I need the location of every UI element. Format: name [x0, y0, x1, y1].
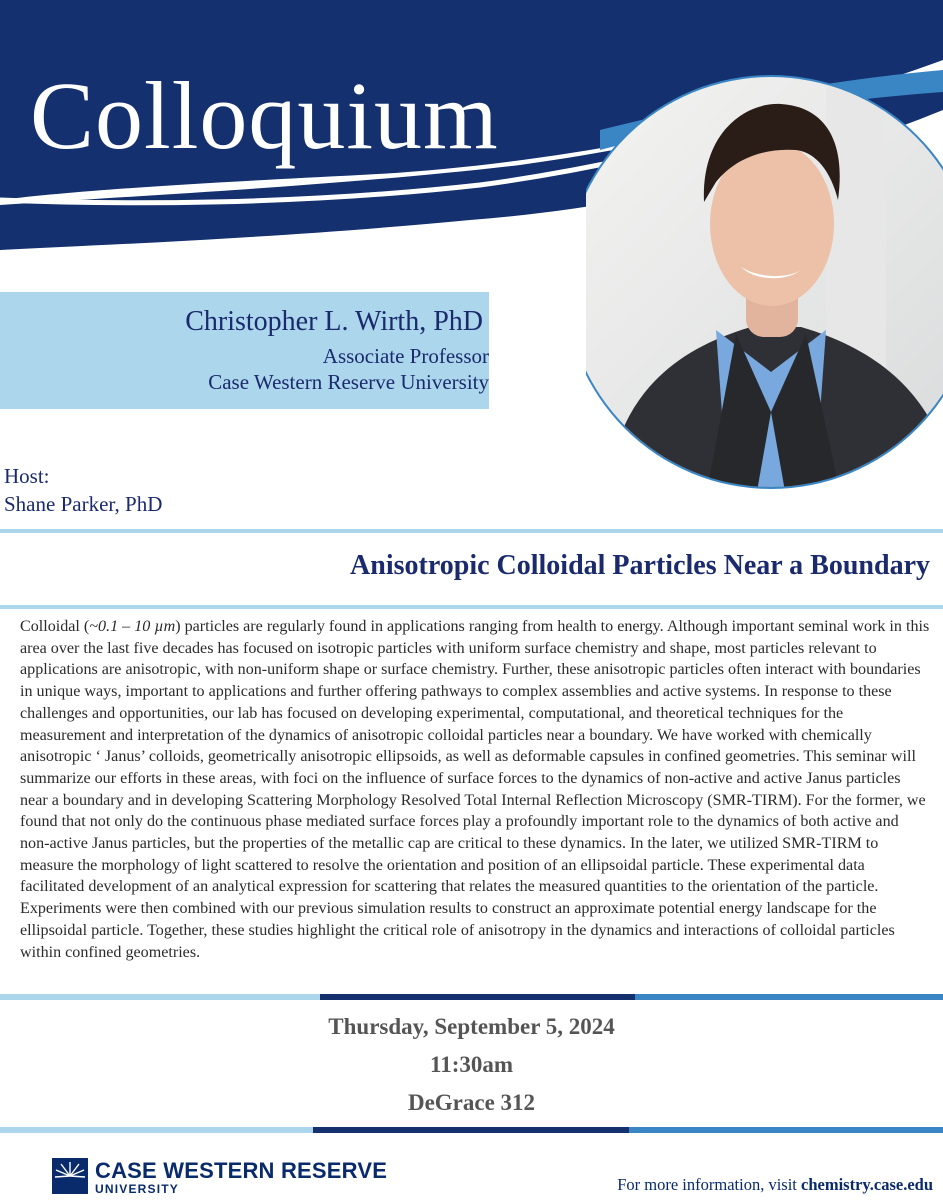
page-title: Colloquium — [30, 62, 499, 169]
speaker-role: Associate Professor — [322, 344, 489, 368]
divider-abstract — [0, 994, 943, 1000]
speaker-box — [0, 292, 489, 409]
event-location: DeGrace 312 — [407, 1090, 536, 1115]
more-info — [617, 1175, 933, 1195]
abstract-body: ) particles are regularly found in applications ranging from health to energy. Although important seminal work in this area over the last five decades has focused on isotropic particles with uniform surface chemistry and shape, most particles relevant to applications are anisotropic, with non-uniform shape or surface chemistry. Further, these anisotropic particles often interact with boundaries in unique ways, important to applications and further offering pathways to complex assemblies and active systems. In response to these challenges and opportunities, our lab has focused on developing experimental, computational, and theoretical techniques for the measurement and interpretation of the dynamics of anisotropic colloidal particles near a boundary. We have worked with chemically anisotropic ‘ Janus’ colloids, geometrically anisotropic ellipsoids, as well as deformable capsules in confined geometries. This seminar will summarize our efforts in these areas, with foci on the influence of surface forces to the dynamics of non-active and active Janus particles near a boundary and in developing Scattering Morphology Resolved Total Internal Reflection Microscopy (SMR-TIRM). For the former, we found that not only do the continuous phase mediated surface forces play a profoundly important role to the dynamics of both active and non-active Janus particles, but the properties of the metallic cap are critical to these dynamics. In the later, we utilized SMR-TIRM to measure the morphology of light scattered to resolve the orientation and position of an ellipsoidal particle. These experimental data facilitated development of an analytical expression for scattering that relates the measured quantities to the orientation of the particle. Experiments were then combined with our previous simulation results to construct an approximate potential energy landscape for the ellipsoidal particle. Together, these studies highlight the critical role of anisotropy in the dynamics and interactions of colloidal particles within confined geometries. — [20, 618, 930, 961]
abstract-size: ~0.1 – 10 µm — [89, 618, 176, 635]
host-name: Shane Parker, PhD — [4, 492, 163, 516]
host-label: Host: — [4, 464, 50, 488]
abstract-start: Colloidal ( — [20, 618, 90, 635]
cwru-logo-sub: UNIVERSITY — [95, 1182, 180, 1196]
cwru-logo — [52, 1158, 412, 1194]
more-info-prefix: For more information, visit — [617, 1175, 802, 1194]
event-time: 11:30am — [429, 1052, 514, 1077]
cwru-star-icon — [52, 1158, 88, 1194]
speaker-portrait — [586, 72, 943, 497]
cwru-logo-name: CASE WESTERN RESERVE — [95, 1158, 388, 1183]
divider-footer — [0, 1127, 943, 1133]
abstract — [20, 616, 932, 963]
event-date: Thursday, September 5, 2024 — [328, 1014, 615, 1039]
speaker-name: Christopher L. Wirth, PhD — [185, 306, 483, 337]
more-info-link[interactable]: chemistry.case.edu — [801, 1175, 933, 1194]
divider-top — [0, 529, 943, 533]
speaker-institution: Case Western Reserve University — [208, 370, 489, 394]
divider-title — [0, 605, 943, 609]
talk-title: Anisotropic Colloidal Particles Near a Boundary — [350, 550, 930, 581]
